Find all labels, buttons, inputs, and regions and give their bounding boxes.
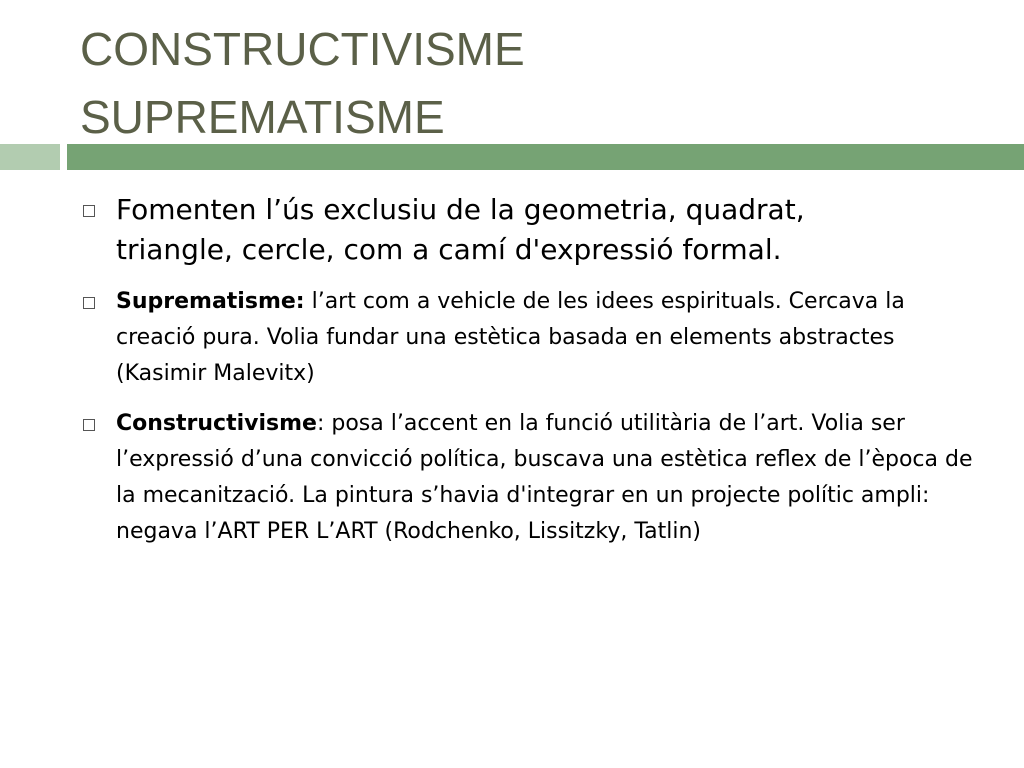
bullet-suprematisme-text: l’art com a vehicle de les idees espirituals. Cercava la creació pura. Volia fundar una estètica basada en elements abstractes (Kasimir Malevitx) — [116, 289, 905, 386]
bullet-list — [80, 190, 980, 564]
bullet-suprematisme — [80, 284, 980, 392]
title-divider-bar-left — [0, 144, 60, 170]
title-divider-bar-right — [67, 144, 1024, 170]
bullet-constructivisme-text: : posa l’accent en la funció utilitària de l’art. Volia ser l’expressió d’una convicció política, buscava una estètica reflex de l’època de la mecanització. La pintura s’havia d'integrar en un projecte polític ampli: negava l’ART PER L’ART (Rodchenko, Lissitzky, Tatlin) — [116, 411, 973, 544]
bullet-constructivisme — [80, 406, 980, 550]
bullet-constructivisme-term: Constructivisme — [116, 411, 317, 436]
slide-title-line-2: SUPREMATISME — [80, 91, 445, 143]
bullet-geometry-line-1: Fomenten l’ús exclusiu de la geometria, quadrat, — [116, 193, 805, 226]
bullet-geometry-line-2: triangle, cercle, com a camí d'expressió formal. — [116, 233, 782, 266]
slide-title-line-1: CONSTRUCTIVISME — [80, 23, 525, 75]
square-bullet-icon — [83, 205, 95, 217]
square-bullet-icon — [83, 419, 95, 431]
square-bullet-icon — [83, 297, 95, 309]
bullet-geometry — [80, 190, 980, 270]
bullet-suprematisme-term: Suprematisme: — [116, 289, 305, 314]
